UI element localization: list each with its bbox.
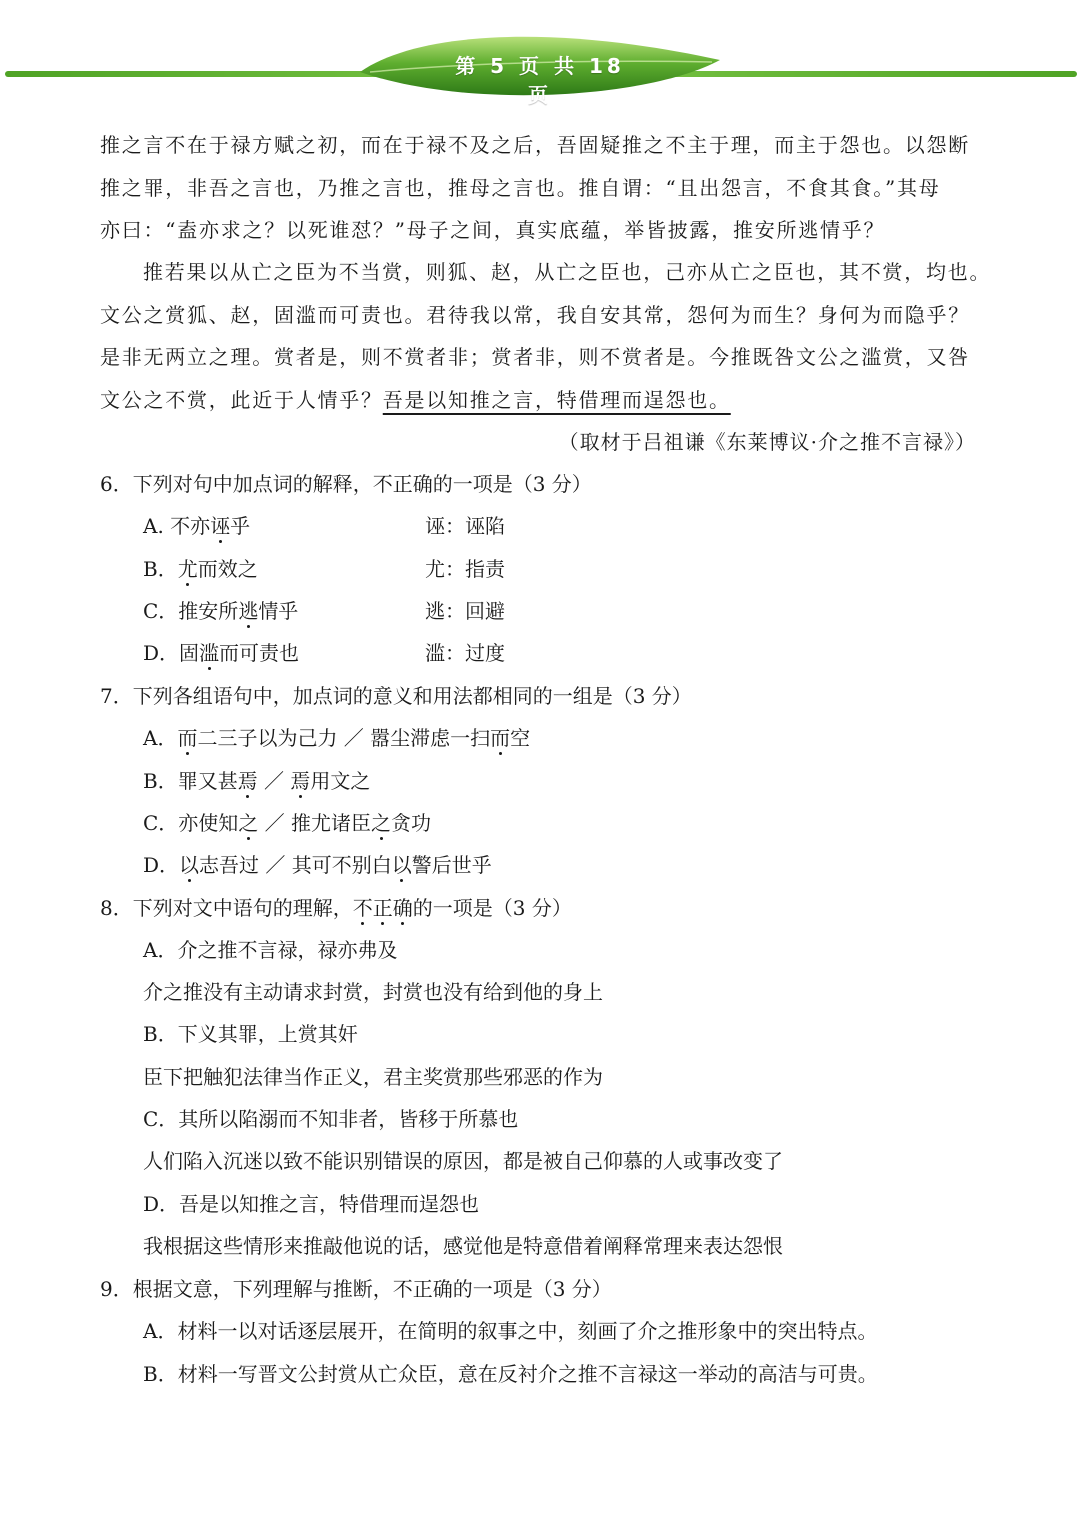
passage-line-7-text: 文公之不赏，此近于人情乎？ [100, 388, 383, 412]
passage-line-4: 推若果以从亡之臣为不当赏，则狐、赵，从亡之臣也，己亦从亡之臣也，其不赏，均也。 [143, 260, 992, 284]
q7-option-c [143, 813, 431, 833]
q8-stem-post: 的一项是（3 分） [412, 896, 572, 920]
q6-gloss-d: 滥：过度 [425, 641, 505, 665]
q7-option-a [143, 728, 530, 748]
q7-dotted-word: 而 [490, 726, 511, 750]
q7-dotted-word: 以 [391, 853, 412, 877]
q6-option-text: C．推安所 [143, 599, 239, 623]
q7-option-text: 空 [510, 726, 531, 750]
q7-option-d [143, 855, 492, 875]
q7-dotted-word: 之 [371, 811, 392, 835]
q6-stem: 6．下列对句中加点词的解释，不正确的一项是（3 分） [100, 472, 592, 496]
q8-stem-pre: 8．下列对文中语句的理解， [100, 896, 353, 920]
q8-option-sentence: A．介之推不言禄，禄亦弗及 [143, 938, 398, 962]
underlined-sentence: 吾是以知推之言，特借理而逞怨也。 [382, 388, 731, 412]
q7-dotted-word: 而 [177, 726, 198, 750]
q7-dotted-word: 焉 [237, 769, 258, 793]
q8-option-interpretation: 人们陷入沉迷以致不能识别错误的原因，都是被自己仰慕的人或事改变了 [143, 1149, 783, 1173]
q7-dotted-word: 以 [179, 853, 200, 877]
q7-option-text: ／ [257, 769, 291, 793]
q7-dotted-word: 之 [238, 811, 259, 835]
q7-stem: 7．下列各组语句中，加点词的意义和用法都相同的一组是（3 分） [100, 684, 692, 708]
q8-stem-dot-3: 确 [392, 896, 413, 920]
q8-option-interpretation: 介之推没有主动请求封赏，封赏也没有给到他的身上 [143, 980, 603, 1004]
q6-option-text: D．固 [143, 641, 200, 665]
passage-source: （取材于吕祖谦《东莱博议·介之推不言禄》） [558, 430, 976, 454]
q7-option-text: 警后世乎 [411, 853, 492, 877]
passage-line-2: 推之罪，非吾之言也，乃推之言也，推母之言也。推自谓：“且出怨言，不食其食。”其母 [100, 176, 941, 200]
q8-stem [100, 898, 572, 918]
passage-line-1: 推之言不在于禄方赋之初，而在于禄不及之后，吾固疑推之不主于理，而主于怨也。以怨断 [100, 133, 970, 157]
q8-option-sentence: C．其所以陷溺而不知非者，皆移于所慕也 [143, 1107, 519, 1131]
q6-gloss-b: 尤：指责 [425, 557, 505, 581]
q7-dotted-word: 焉 [290, 769, 311, 793]
passage-line-5: 文公之赏狐、赵，固滥而可责也。君待我以常，我自安其常，怨何为而生？身何为而隐乎？ [100, 303, 970, 327]
q8-stem-dot-1: 不 [352, 896, 373, 920]
q6-option-text: 情乎 [258, 599, 299, 623]
q7-option-text: B．罪又甚 [143, 769, 238, 793]
q8-option-sentence: B．下义其罪，上赏其奸 [143, 1022, 358, 1046]
page-header [0, 0, 1080, 110]
q6-option-c [143, 601, 298, 621]
page-number-label: 第 5 页 共 18 页 [455, 54, 625, 107]
q7-option-b [143, 771, 370, 791]
q6-option-text: B． [143, 557, 178, 581]
q8-stem-dot-2: 正 [372, 896, 393, 920]
q6-dotted-word: 逃 [238, 599, 259, 623]
q7-option-text: 用文之 [310, 769, 371, 793]
q6-option-d [143, 643, 299, 663]
q6-gloss-c: 逃：回避 [425, 599, 505, 623]
q6-option-text: 而可责也 [219, 641, 300, 665]
passage-line-6: 是非无两立之理。赏者是，则不赏者非；赏者非，则不赏者是。今推既咎文公之滥赏，又咎 [100, 345, 970, 369]
q9-option-a: A．材料一以对话逐层展开，在简明的叙事之中，刻画了介之推形象中的突出特点。 [143, 1319, 878, 1343]
q7-option-text: 贪功 [391, 811, 432, 835]
q9-option-b: B．材料一写晋文公封赏从亡众臣，意在反衬介之推不言禄这一举动的高洁与可贵。 [143, 1362, 878, 1386]
q8-option-sentence: D．吾是以知推之言，特借理而逞怨也 [143, 1192, 480, 1216]
q8-option-interpretation: 臣下把触犯法律当作正义，君主奖赏那些邪恶的作为 [143, 1065, 603, 1089]
q6-option-a [143, 516, 250, 536]
q6-dotted-word: 尤 [177, 557, 198, 581]
q8-option-interpretation: 我根据这些情形来推敲他说的话，感觉他是特意借着阐释常理来表达怨恨 [143, 1234, 783, 1258]
q7-option-text: ／ 推尤诸臣 [258, 811, 372, 835]
passage-line-3: 亦曰：“盍亦求之？以死谁怼？”母子之间，真实底蕴，举皆披露，推安所逃情乎？ [100, 218, 886, 242]
q9-stem: 9．根据文意，下列理解与推断，不正确的一项是（3 分） [100, 1277, 612, 1301]
q7-option-text: C．亦使知 [143, 811, 239, 835]
q6-option-text: A. 不亦 [143, 514, 211, 538]
q7-option-text: 二三子以为己力 ／ 嚣尘滞虑一扫 [197, 726, 491, 750]
q7-option-text: D． [143, 853, 180, 877]
q6-dotted-word: 诬 [210, 514, 231, 538]
passage-line-7 [100, 390, 731, 410]
q7-option-text: 志吾过 ／ 其可不别白 [199, 853, 392, 877]
q7-option-text: A． [143, 726, 178, 750]
q6-option-text: 乎 [230, 514, 251, 538]
q6-option-text: 而效之 [197, 557, 258, 581]
q6-gloss-a: 诬：诬陷 [425, 514, 505, 538]
q6-dotted-word: 滥 [199, 641, 220, 665]
q6-option-b [143, 559, 258, 579]
